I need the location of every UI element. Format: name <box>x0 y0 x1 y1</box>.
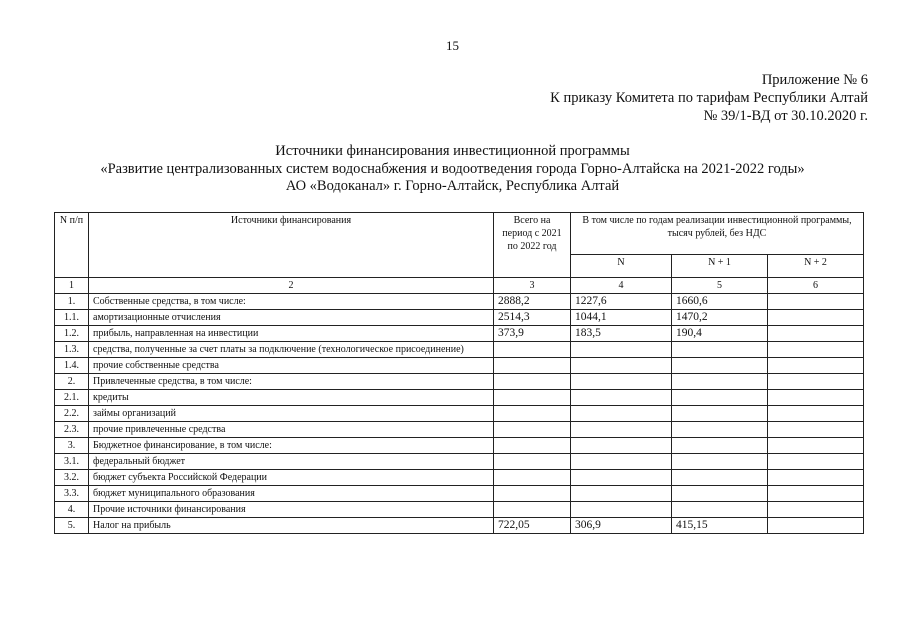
row-total <box>494 470 571 486</box>
row-total <box>494 406 571 422</box>
row-number: 1. <box>55 294 89 310</box>
row-year-n2 <box>768 454 864 470</box>
table-row <box>55 422 864 438</box>
financing-sources-table <box>54 212 864 534</box>
row-year-n <box>571 486 672 502</box>
table-row <box>55 294 864 310</box>
row-year-n1: 1660,6 <box>672 294 768 310</box>
row-total <box>494 454 571 470</box>
column-number: 4 <box>571 278 672 294</box>
row-year-n: 306,9 <box>571 518 672 534</box>
appendix-order-reference: К приказу Комитета по тарифам Республики Алтай <box>550 90 868 106</box>
title-line-1: Источники финансирования инвестиционной программы <box>275 143 630 159</box>
header-number: N п/п <box>55 213 89 278</box>
column-number: 2 <box>89 278 494 294</box>
row-total <box>494 438 571 454</box>
column-number: 5 <box>672 278 768 294</box>
row-source: прочие привлеченные средства <box>89 422 494 438</box>
column-number: 6 <box>768 278 864 294</box>
row-number: 2.3. <box>55 422 89 438</box>
row-total <box>494 486 571 502</box>
row-year-n: 1227,6 <box>571 294 672 310</box>
row-year-n1 <box>672 406 768 422</box>
row-source: прибыль, направленная на инвестиции <box>89 326 494 342</box>
row-year-n2 <box>768 294 864 310</box>
row-total: 722,05 <box>494 518 571 534</box>
row-year-n <box>571 342 672 358</box>
row-year-n2 <box>768 390 864 406</box>
header-year-n2: N + 2 <box>768 254 864 277</box>
row-year-n1 <box>672 422 768 438</box>
row-year-n2 <box>768 406 864 422</box>
row-year-n1 <box>672 438 768 454</box>
row-number: 2. <box>55 374 89 390</box>
row-year-n <box>571 454 672 470</box>
row-year-n2 <box>768 470 864 486</box>
row-number: 2.2. <box>55 406 89 422</box>
table-row <box>55 326 864 342</box>
column-numbers-row <box>55 278 864 294</box>
table-row <box>55 374 864 390</box>
table-header <box>55 213 864 294</box>
table-row <box>55 342 864 358</box>
row-number: 2.1. <box>55 390 89 406</box>
table-row <box>55 390 864 406</box>
table-row <box>55 358 864 374</box>
row-year-n1 <box>672 454 768 470</box>
row-total: 373,9 <box>494 326 571 342</box>
row-year-n2 <box>768 438 864 454</box>
row-year-n: 183,5 <box>571 326 672 342</box>
column-number: 1 <box>55 278 89 294</box>
row-total <box>494 502 571 518</box>
table-body <box>55 294 864 534</box>
row-year-n2 <box>768 422 864 438</box>
table-row <box>55 438 864 454</box>
row-number: 1.1. <box>55 310 89 326</box>
table-row <box>55 406 864 422</box>
row-year-n1 <box>672 374 768 390</box>
document-title <box>0 143 905 196</box>
page-number: 15 <box>446 38 459 53</box>
row-total <box>494 374 571 390</box>
row-year-n1 <box>672 470 768 486</box>
row-total <box>494 358 571 374</box>
row-total <box>494 342 571 358</box>
table-row <box>55 310 864 326</box>
header-total: Всего на период с 2021 по 2022 год <box>494 213 571 278</box>
row-source: бюджет субъекта Российской Федерации <box>89 470 494 486</box>
row-year-n2 <box>768 310 864 326</box>
row-year-n <box>571 374 672 390</box>
appendix-label: Приложение № 6 <box>761 72 868 88</box>
row-source: Собственные средства, в том числе: <box>89 294 494 310</box>
row-year-n2 <box>768 342 864 358</box>
table-row <box>55 518 864 534</box>
row-total: 2888,2 <box>494 294 571 310</box>
row-year-n <box>571 390 672 406</box>
row-source: займы организаций <box>89 406 494 422</box>
row-year-n <box>571 406 672 422</box>
header-source: Источники финансирования <box>89 213 494 278</box>
row-year-n1 <box>672 502 768 518</box>
appendix-header <box>550 71 868 125</box>
row-year-n <box>571 422 672 438</box>
title-line-3: АО «Водоканал» г. Горно-Алтайск, Республика Алтай <box>285 178 620 194</box>
row-number: 1.3. <box>55 342 89 358</box>
row-source: средства, полученные за счет платы за подключение (технологическое присоединение) <box>89 342 494 358</box>
header-by-year: В том числе по годам реализации инвестиционной программы, тысяч рублей, без НДС <box>571 213 864 255</box>
header-year-n: N <box>571 254 672 277</box>
row-year-n2 <box>768 358 864 374</box>
row-year-n2 <box>768 326 864 342</box>
table-row <box>55 502 864 518</box>
row-year-n1 <box>672 486 768 502</box>
row-year-n <box>571 502 672 518</box>
row-number: 5. <box>55 518 89 534</box>
table-row <box>55 486 864 502</box>
title-line-2: «Развитие централизованных систем водоснабжения и водоотведения города Горно-Алтайска на 2021-2022 годы» <box>100 160 805 177</box>
table-row <box>55 470 864 486</box>
row-number: 4. <box>55 502 89 518</box>
row-year-n1: 1470,2 <box>672 310 768 326</box>
row-total <box>494 390 571 406</box>
row-source: бюджет муниципального образования <box>89 486 494 502</box>
row-year-n1 <box>672 358 768 374</box>
row-number: 3.1. <box>55 454 89 470</box>
appendix-order-number: № 39/1-ВД от 30.10.2020 г. <box>703 108 868 124</box>
row-year-n: 1044,1 <box>571 310 672 326</box>
row-source: Привлеченные средства, в том числе: <box>89 374 494 390</box>
table-row <box>55 454 864 470</box>
row-year-n1: 190,4 <box>672 326 768 342</box>
column-number: 3 <box>494 278 571 294</box>
row-year-n <box>571 358 672 374</box>
row-year-n2 <box>768 374 864 390</box>
row-year-n <box>571 438 672 454</box>
header-year-n1: N + 1 <box>672 254 768 277</box>
row-total: 2514,3 <box>494 310 571 326</box>
row-year-n2 <box>768 502 864 518</box>
row-year-n2 <box>768 486 864 502</box>
row-source: прочие собственные средства <box>89 358 494 374</box>
row-number: 3. <box>55 438 89 454</box>
row-number: 3.2. <box>55 470 89 486</box>
row-number: 3.3. <box>55 486 89 502</box>
row-source: кредиты <box>89 390 494 406</box>
row-year-n1 <box>672 342 768 358</box>
row-source: Налог на прибыль <box>89 518 494 534</box>
row-source: Бюджетное финансирование, в том числе: <box>89 438 494 454</box>
row-source: амортизационные отчисления <box>89 310 494 326</box>
row-year-n2 <box>768 518 864 534</box>
row-number: 1.4. <box>55 358 89 374</box>
row-number: 1.2. <box>55 326 89 342</box>
row-source: Прочие источники финансирования <box>89 502 494 518</box>
row-year-n1: 415,15 <box>672 518 768 534</box>
row-total <box>494 422 571 438</box>
row-year-n1 <box>672 390 768 406</box>
row-source: федеральный бюджет <box>89 454 494 470</box>
row-year-n <box>571 470 672 486</box>
